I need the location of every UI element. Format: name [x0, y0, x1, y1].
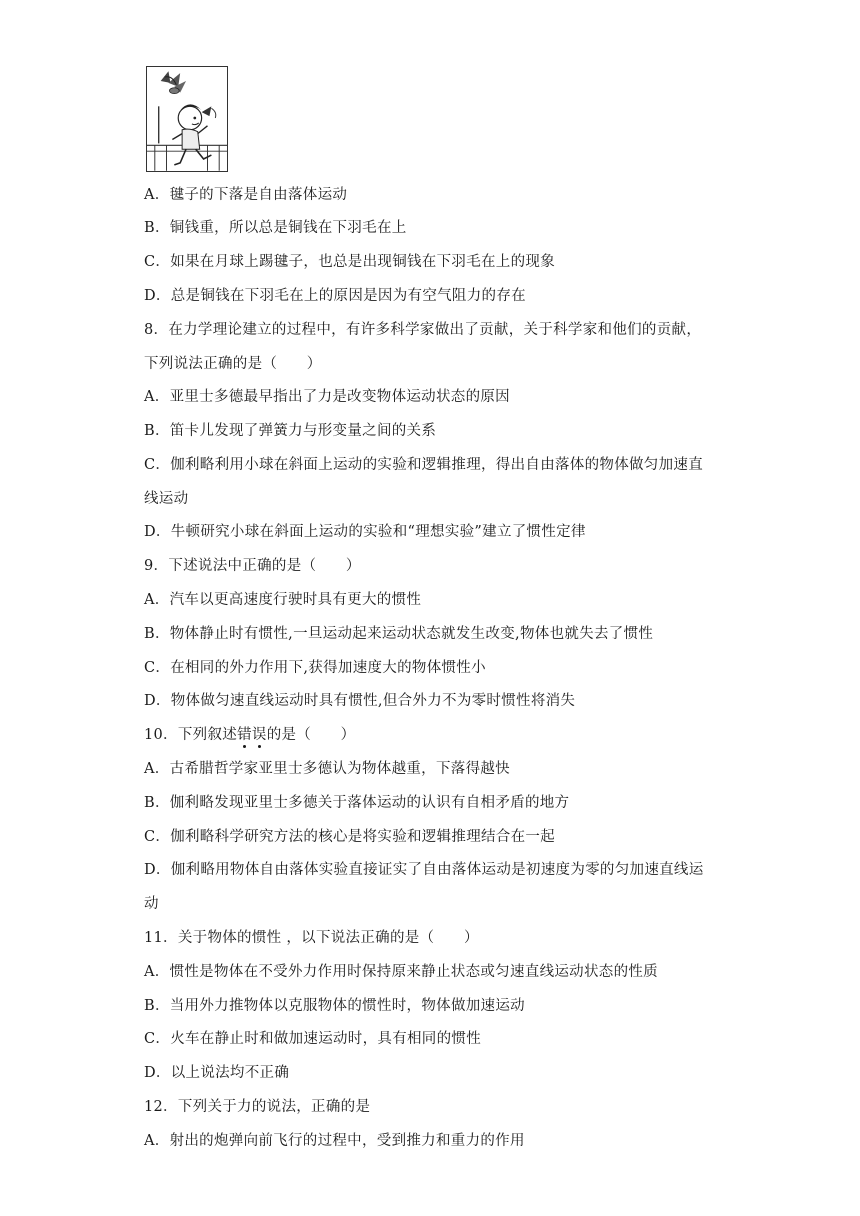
q8-option-d: D．牛顿研究小球在斜面上运动的实验和“理想实验”建立了惯性定律 — [144, 524, 586, 540]
q7-option-d: D．总是铜钱在下羽毛在上的原因是因为有空气阻力的存在 — [144, 288, 526, 304]
q8-option-b: B．笛卡儿发现了弹簧力与形变量之间的关系 — [144, 423, 437, 439]
q7-option-a: A．毽子的下落是自由落体运动 — [144, 187, 348, 203]
q10-option-c: C．伽利略科学研究方法的核心是将实验和逻辑推理结合在一起 — [144, 829, 555, 845]
q8-stem-line-2: 下列说法正确的是（ ） — [144, 356, 322, 372]
q10-emphasis-char-1: 错 — [237, 727, 252, 743]
q9-option-d: D．物体做匀速直线运动时具有惯性,但合外力不为零时惯性将消失 — [144, 693, 576, 709]
q8-option-c-line-2: 线运动 — [144, 491, 189, 507]
q7-option-c: C．如果在月球上踢毽子，也总是出现铜钱在下羽毛在上的现象 — [144, 254, 555, 270]
q10-stem — [144, 725, 356, 745]
q10-stem-suffix: 的是（ ） — [266, 727, 356, 743]
q11-option-a: A．惯性是物体在不受外力作用时保持原来静止状态或匀速直线运动状态的性质 — [144, 964, 658, 980]
q11-option-d: D．以上说法均不正确 — [144, 1065, 290, 1081]
q9-option-a: A．汽车以更高速度行驶时具有更大的惯性 — [144, 592, 422, 608]
q8-option-c-line-1: C．伽利略利用小球在斜面上运动的实验和逻辑推理，得出自由落体的物体做匀加速直 — [144, 457, 703, 473]
child-kicking-shuttlecock-icon — [147, 67, 227, 171]
q11-stem: 11．关于物体的惯性 ，以下说法正确的是（ ） — [144, 930, 479, 946]
q7-option-b: B．铜钱重，所以总是铜钱在下羽毛在上 — [144, 220, 407, 236]
q10-stem-prefix: 10．下列叙述 — [144, 727, 238, 743]
q11-option-c: C．火车在静止时和做加速运动时，具有相同的惯性 — [144, 1031, 481, 1047]
q9-stem: 9．下述说法中正确的是（ ） — [144, 558, 361, 574]
q12-stem: 12．下列关于力的说法，正确的是 — [144, 1099, 371, 1115]
q10-emphasis-char-2: 误 — [251, 727, 267, 743]
q10-option-d-line-2: 动 — [144, 896, 159, 912]
q10-option-d-line-1: D．伽利略用物体自由落体实验直接证实了自由落体运动是初速度为零的匀加速直线运 — [144, 862, 704, 878]
q11-option-b: B．当用外力推物体以克服物体的惯性时，物体做加速运动 — [144, 998, 525, 1014]
q9-option-b: B．物体静止时有惯性,一旦运动起来运动状态就发生改变,物体也就失去了惯性 — [144, 626, 654, 642]
q9-option-c: C．在相同的外力作用下,获得加速度大的物体惯性小 — [144, 660, 486, 676]
q8-stem-line-1: 8．在力学理论建立的过程中，有许多科学家做出了贡献，关于科学家和他们的贡献， — [144, 322, 702, 338]
q10-option-a: A．古希腊哲学家亚里士多德认为物体越重，下落得越快 — [144, 761, 510, 777]
q10-option-b: B．伽利略发现亚里士多德关于落体运动的认识有自相矛盾的地方 — [144, 795, 570, 811]
shuttlecock-kicking-illustration — [146, 66, 228, 172]
q8-option-a: A．亚里士多德最早指出了力是改变物体运动状态的原因 — [144, 389, 510, 405]
q12-option-a: A．射出的炮弹向前飞行的过程中，受到推力和重力的作用 — [144, 1133, 525, 1149]
